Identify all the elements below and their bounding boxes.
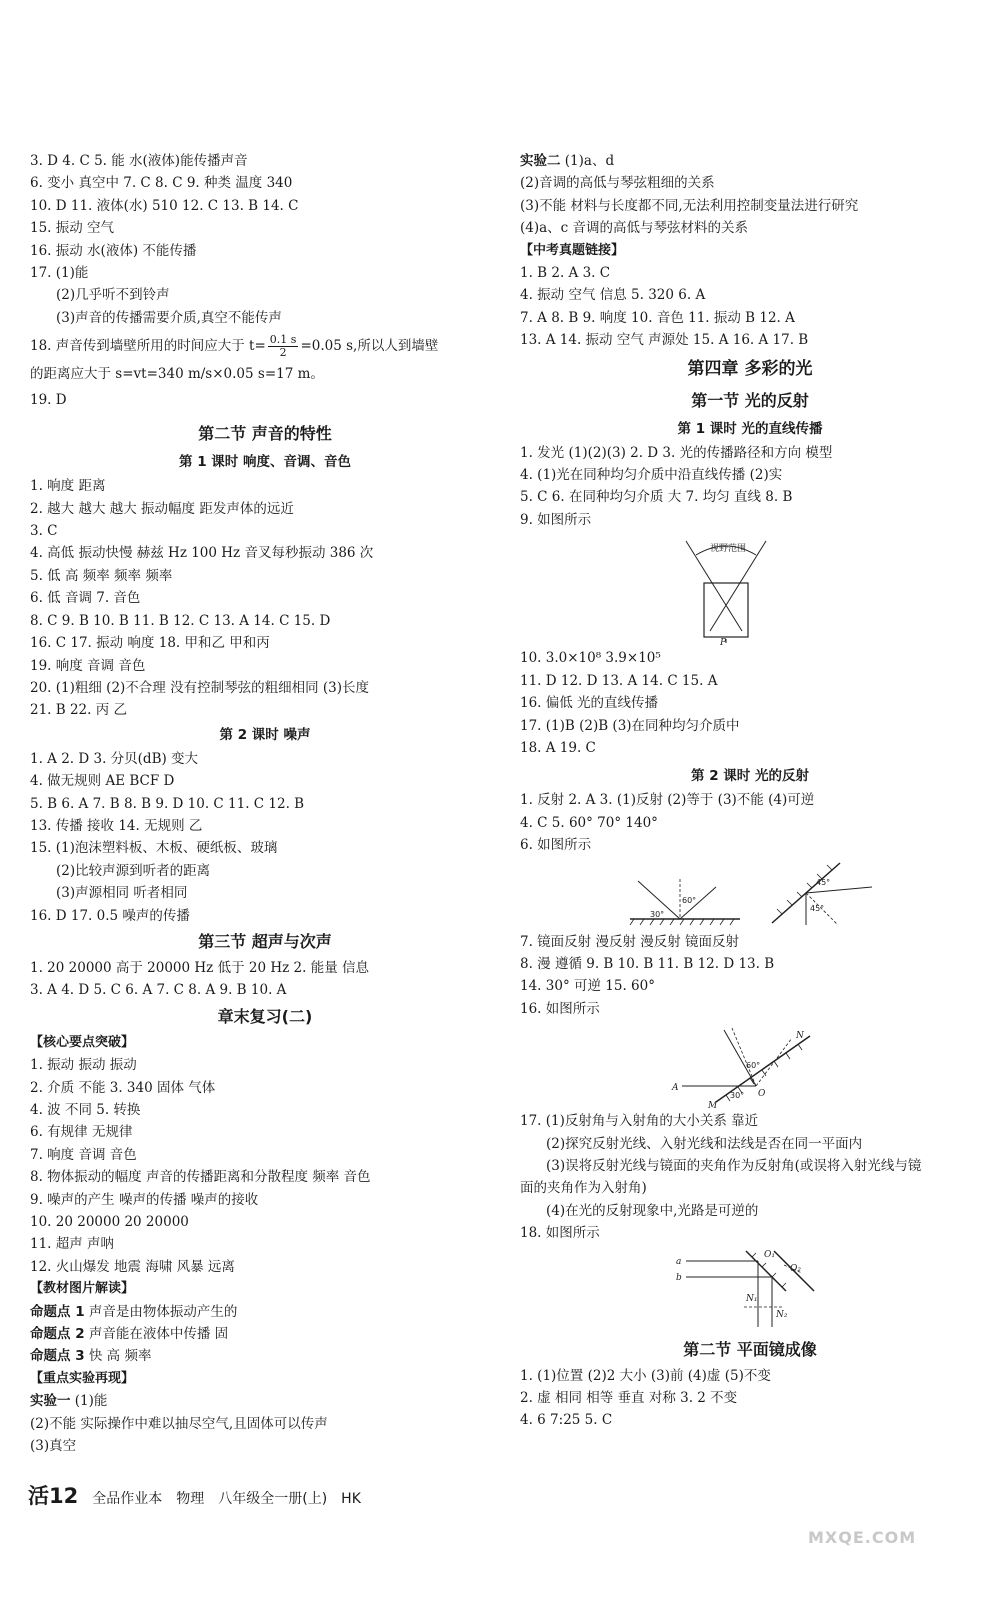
answer-line: 6. 低 音调 7. 音色 bbox=[30, 590, 141, 607]
answer-line: (3)不能 材料与长度都不同,无法利用控制变量法进行研究 bbox=[520, 197, 859, 214]
answer-line: 2. 虚 相同 相等 垂直 对称 3. 2 不变 bbox=[520, 1390, 738, 1406]
book-title: 全品作业本 bbox=[92, 1491, 163, 1507]
answer-line: 的距离应大于 s=vt=340 m/s×0.05 s=17 m。 bbox=[30, 366, 324, 383]
fig16-point-label: A bbox=[672, 1083, 679, 1094]
answer-line: 11. D 12. D 13. A 14. C 15. A bbox=[520, 672, 718, 689]
answer-line: 16. 如图所示 bbox=[520, 1000, 600, 1017]
answer-line: 19. D bbox=[30, 392, 67, 409]
answer-line: 15. (1)泡沫塑料板、木板、硬纸板、玻璃 bbox=[30, 840, 278, 857]
section-title: 第二节 平面镜成像 bbox=[683, 1339, 817, 1359]
fig16-point-label: O bbox=[758, 1089, 766, 1100]
fig6-angle-label: 30° bbox=[650, 909, 665, 919]
answer-line bbox=[30, 1323, 500, 1345]
fig18-point-label: O₂ bbox=[790, 1263, 801, 1274]
answer-line: 18. A 19. C bbox=[520, 739, 596, 756]
answer-line: 16. D 17. 0.5 噪声的传播 bbox=[30, 907, 190, 924]
answer-line: 11. 超声 声呐 bbox=[30, 1236, 115, 1253]
subject-label: 物理 bbox=[176, 1491, 205, 1507]
answer-line: 7. A 8. B 9. 响度 10. 音色 11. 振动 B 12. A bbox=[520, 309, 795, 326]
answer-line: 8. C 9. B 10. B 11. B 12. C 13. A 14. C 15. D bbox=[30, 612, 331, 629]
answer-line: 4. 振动 空气 信息 5. 320 6. A bbox=[520, 287, 706, 304]
fig6-angle-label: 45° bbox=[816, 877, 831, 887]
answer-line: 3. D 4. C 5. 能 水(液体)能传播声音 bbox=[30, 153, 248, 169]
answer-line bbox=[520, 150, 980, 172]
answer-line: (2)音调的高低与琴弦粗细的关系 bbox=[520, 175, 715, 192]
fraction bbox=[268, 334, 299, 359]
answer-line: 7. 响度 音调 音色 bbox=[30, 1146, 137, 1163]
answer-line bbox=[30, 1390, 500, 1412]
answer-line: 16. 振动 水(液体) 不能传播 bbox=[30, 242, 197, 259]
lesson-title: 第 1 课时 光的直线传播 bbox=[677, 420, 823, 437]
chapter-title: 第四章 多彩的光 bbox=[687, 358, 813, 379]
answer-line: 21. B 22. 丙 乙 bbox=[30, 702, 128, 719]
edition-label: HK bbox=[341, 1491, 361, 1507]
answer-line: 10. D 11. 液体(水) 510 12. C 13. B 14. C bbox=[30, 197, 299, 214]
answer-line: 4. 6 7:25 5. C bbox=[520, 1412, 613, 1429]
fig6-angle-label: 60° bbox=[682, 895, 697, 905]
answer-line: 5. B 6. A 7. B 8. B 9. D 10. C 11. C 12. B bbox=[30, 795, 305, 812]
fig16-angle-label: 60° bbox=[746, 1061, 761, 1071]
fig16-angle-label: 30° bbox=[730, 1091, 745, 1101]
answer-line: 9. 噪声的产生 噪声的传播 噪声的接收 bbox=[30, 1191, 259, 1208]
answer-line: 1. 20 20000 高于 20000 Hz 低于 20 Hz 2. 能量 信息 bbox=[30, 959, 369, 976]
answer-18-text: 18. 声音传到墙壁所用的时间应大于 t= bbox=[30, 338, 266, 355]
watermark: MXQE.COM bbox=[808, 1528, 917, 1547]
answer-line: 4. C 5. 60° 70° 140° bbox=[520, 814, 658, 831]
answer-line: (2)探究反射光线、入射光线和法线是否在同一平面内 bbox=[546, 1135, 863, 1152]
point-text: 声音是由物体振动产生的 bbox=[84, 1303, 238, 1320]
fig18-ray-label: b bbox=[676, 1272, 682, 1283]
answer-line: 6. 变小 真空中 7. C 8. C 9. 种类 温度 340 bbox=[30, 175, 293, 192]
answer-18-text: =0.05 s,所以人到墙壁 bbox=[300, 338, 439, 355]
answer-line: 1. 响度 距离 bbox=[30, 478, 106, 495]
answer-line: (3)声源相同 听者相同 bbox=[56, 885, 188, 902]
fig9-label: 视野范围 bbox=[710, 544, 747, 555]
reflection-figure-16 bbox=[520, 1022, 980, 1108]
answer-line: (2)几乎听不到铃声 bbox=[56, 287, 170, 304]
answer-line: 20. (1)粗细 (2)不合理 没有控制琴弦的粗细相同 (3)长度 bbox=[30, 679, 370, 696]
review-title: 章末复习(二) bbox=[217, 1006, 313, 1026]
point-text: 快 高 频率 bbox=[84, 1348, 152, 1365]
answer-line: 18. 如图所示 bbox=[520, 1225, 600, 1242]
answer-line: (3)误将反射光线与镜面的夹角作为反射角(或误将入射光线与镜 bbox=[546, 1157, 922, 1174]
grade-label: 八年级全一册(上) bbox=[218, 1491, 328, 1507]
bracket-heading: 【教材图片解读】 bbox=[30, 1281, 135, 1297]
experiment-text: (1)a、d bbox=[560, 153, 615, 169]
lesson-title: 第 1 课时 响度、音调、音色 bbox=[179, 454, 351, 471]
answer-line: 5. C 6. 在同种均匀介质 大 7. 均匀 直线 8. B bbox=[520, 489, 793, 506]
answer-line bbox=[30, 1301, 500, 1323]
answer-line: 15. 振动 空气 bbox=[30, 220, 115, 237]
answer-line: 4. 高低 振动快慢 赫兹 Hz 100 Hz 音叉每秒振动 386 次 bbox=[30, 545, 374, 562]
answer-line: 10. 20 20000 20 20000 bbox=[30, 1214, 189, 1231]
fraction-denominator: 2 bbox=[279, 346, 287, 360]
answer-line: 6. 如图所示 bbox=[520, 837, 592, 854]
answer-line: 1. 发光 (1)(2)(3) 2. D 3. 光的传播路径和方向 模型 bbox=[520, 444, 833, 461]
answer-line: 13. A 14. 振动 空气 声源处 15. A 16. A 17. B bbox=[520, 332, 809, 349]
answer-line: 10. 3.0×10⁸ 3.9×10⁵ bbox=[520, 650, 661, 667]
point-label: 命题点 2 bbox=[30, 1326, 85, 1343]
answer-line: 17. (1)反射角与入射角的大小关系 靠近 bbox=[520, 1113, 759, 1130]
experiment-label: 实验二 bbox=[520, 153, 561, 169]
answer-line: 2. 越大 越大 越大 振动幅度 距发声体的远近 bbox=[30, 500, 294, 517]
page-footer bbox=[28, 1480, 361, 1510]
fig16-point-label: M bbox=[708, 1101, 718, 1109]
answer-line: 16. C 17. 振动 响度 18. 甲和乙 甲和丙 bbox=[30, 635, 270, 652]
fig6-angle-label: 45° bbox=[810, 903, 825, 913]
answer-line: 16. 偏低 光的直线传播 bbox=[520, 695, 659, 712]
answer-line: 1. B 2. A 3. C bbox=[520, 265, 611, 282]
experiment-label: 实验一 bbox=[30, 1393, 71, 1410]
answer-line: 3. C bbox=[30, 523, 58, 540]
bracket-heading: 【重点实验再现】 bbox=[30, 1370, 135, 1386]
answer-line: (3)真空 bbox=[30, 1438, 77, 1455]
lesson-title: 第 2 课时 噪声 bbox=[219, 726, 311, 743]
fig18-ray-label: a bbox=[676, 1256, 682, 1267]
section-title: 第二节 声音的特性 bbox=[198, 424, 332, 444]
answer-line: 13. 传播 接收 14. 无规则 乙 bbox=[30, 817, 203, 834]
reflection-figure-6 bbox=[520, 859, 980, 929]
point-label: 命题点 3 bbox=[30, 1348, 85, 1365]
field-of-view-figure bbox=[520, 533, 980, 645]
answer-line: 1. A 2. D 3. 分贝(dB) 变大 bbox=[30, 750, 199, 767]
right-column bbox=[520, 150, 980, 1432]
fig18-point-label: N₁ bbox=[746, 1293, 758, 1304]
answer-line bbox=[30, 1345, 500, 1367]
answer-line: 3. A 4. D 5. C 6. A 7. C 8. A 9. B 10. A bbox=[30, 982, 287, 999]
experiment-text: (1)能 bbox=[70, 1393, 108, 1410]
point-label: 命题点 1 bbox=[30, 1303, 85, 1320]
answer-line: 17. (1)能 bbox=[30, 265, 89, 282]
fig9-point-label: P bbox=[720, 638, 727, 646]
answer-line: 9. 如图所示 bbox=[520, 511, 592, 528]
fraction-numerator: 0.1 s bbox=[269, 333, 297, 347]
section-title: 第三节 超声与次声 bbox=[198, 931, 332, 951]
answer-line: 1. (1)位置 (2)2 大小 (3)前 (4)虚 (5)不变 bbox=[520, 1367, 771, 1384]
answer-line: 4. 波 不同 5. 转换 bbox=[30, 1102, 141, 1118]
answer-line: 7. 镜面反射 漫反射 漫反射 镜面反射 bbox=[520, 933, 740, 950]
answer-line: (2)不能 实际操作中难以抽尽空气,且固体可以传声 bbox=[30, 1415, 328, 1432]
answer-line: 4. (1)光在同种均匀介质中沿直线传播 (2)实 bbox=[520, 467, 783, 484]
answer-line: 14. 30° 可逆 15. 60° bbox=[520, 978, 655, 995]
page-number: 活12 bbox=[28, 1484, 79, 1508]
answer-line: 6. 有规律 无规律 bbox=[30, 1124, 133, 1141]
answer-line: 4. 做无规则 AE BCF D bbox=[30, 773, 175, 790]
answer-line: 1. 反射 2. A 3. (1)反射 (2)等于 (3)不能 (4)可逆 bbox=[520, 792, 815, 809]
point-text: 声音能在液体中传播 固 bbox=[84, 1326, 229, 1343]
fig18-point-label: N₂ bbox=[776, 1309, 788, 1320]
answer-line: 8. 漫 遵循 9. B 10. B 11. B 12. D 13. B bbox=[520, 955, 775, 972]
bracket-heading: 【核心要点突破】 bbox=[30, 1034, 135, 1050]
left-column bbox=[30, 150, 500, 1458]
answer-line: (4)在光的反射现象中,光路是可逆的 bbox=[546, 1202, 759, 1219]
answer-line: (4)a、c 音调的高低与琴弦材料的关系 bbox=[520, 220, 749, 237]
section-title: 第一节 光的反射 bbox=[691, 390, 809, 410]
answer-line: (3)声音的传播需要介质,真空不能传声 bbox=[56, 309, 282, 326]
periscope-figure-18 bbox=[520, 1247, 980, 1333]
answer-line: 8. 物体振动的幅度 声音的传播距离和分散程度 频率 音色 bbox=[30, 1169, 371, 1186]
bracket-heading: 【中考真题链接】 bbox=[520, 242, 625, 258]
answer-line: 2. 介质 不能 3. 340 固体 气体 bbox=[30, 1079, 216, 1096]
answer-line: 19. 响度 音调 音色 bbox=[30, 657, 146, 674]
answer-line: 12. 火山爆发 地震 海啸 风暴 远离 bbox=[30, 1258, 235, 1275]
answer-line: 1. 振动 振动 振动 bbox=[30, 1057, 137, 1074]
answer-line: 面的夹角作为入射角) bbox=[520, 1180, 647, 1197]
answer-18-line bbox=[30, 331, 500, 361]
lesson-title: 第 2 课时 光的反射 bbox=[691, 768, 809, 785]
answer-line: 5. 低 高 频率 频率 频率 bbox=[30, 567, 173, 584]
answer-line: (2)比较声源到听者的距离 bbox=[56, 862, 211, 879]
answer-line: 17. (1)B (2)B (3)在同种均匀介质中 bbox=[520, 717, 740, 734]
fig16-point-label: N bbox=[796, 1031, 804, 1042]
fig18-point-label: O₁ bbox=[764, 1249, 775, 1260]
